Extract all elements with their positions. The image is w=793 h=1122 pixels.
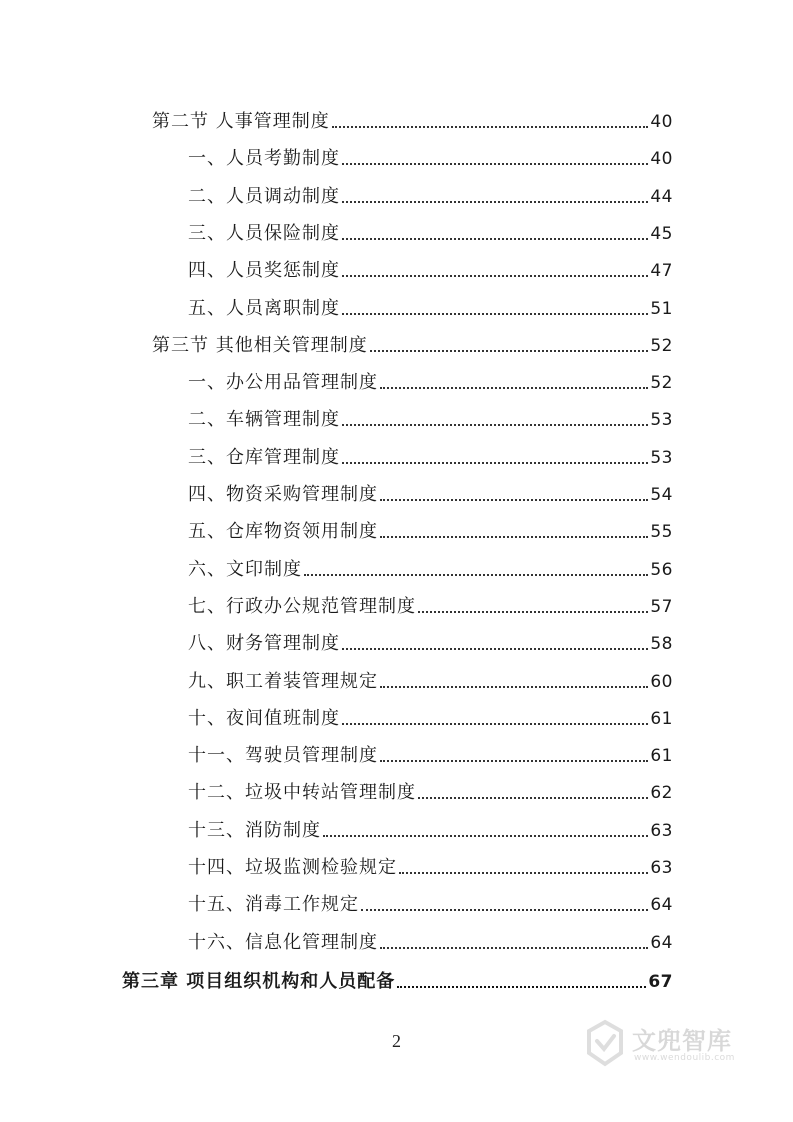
toc-dot-leader [370,350,649,352]
toc-dot-leader [342,163,648,165]
toc-entry-page: 54 [650,485,673,505]
toc-dot-leader [332,126,649,128]
toc-entry-page: 57 [650,596,673,617]
toc-entry-label: 六、文印制度 [188,558,302,580]
toc-entry-item[interactable] [188,776,673,804]
toc-entry-label: 八、财务管理制度 [188,633,340,655]
toc-dot-leader [304,574,648,576]
toc-entry-label: 七、行政办公规范管理制度 [188,595,416,617]
toc-entry-page: 63 [650,858,673,878]
toc-entry-page: 61 [650,708,673,729]
toc-entry-label: 十三、消防制度 [188,819,321,841]
toc-dot-leader [342,201,648,203]
watermark-brand: 文兜智库 [632,1027,732,1055]
toc-entry-label: 二、人员调动制度 [188,185,340,207]
toc-entry-page: 47 [650,261,673,282]
toc-entry-page: 55 [650,522,673,543]
toc-entry-item[interactable] [188,292,673,320]
wendou-logo-icon [584,1019,626,1067]
toc-entry-label: 十六、信息化管理制度 [188,931,378,953]
toc-dot-leader [380,536,648,538]
toc-entry-label: 二、车辆管理制度 [188,409,340,431]
toc-entry-label: 第二节 人事管理制度 [152,111,330,132]
toc-entry-page: 52 [650,335,673,356]
toc-entry-page: 53 [650,410,673,431]
toc-entry-label: 十四、垃圾监测检验规定 [188,857,397,878]
toc-dot-leader [342,462,648,464]
toc-dot-leader [380,499,648,501]
toc-entry-item[interactable] [188,702,673,730]
watermark [584,1017,754,1077]
toc-entry-item[interactable] [188,627,673,655]
toc-entry-item[interactable] [188,553,673,581]
toc-entry-label: 十一、驾驶员管理制度 [188,745,378,767]
toc-entry-label: 四、物资采购管理制度 [188,484,378,505]
toc-entry-label: 十、夜间值班制度 [188,707,340,729]
toc-entry-item[interactable] [188,180,673,208]
toc-entry-page: 44 [650,186,673,207]
toc-entry-section[interactable] [152,105,673,133]
toc-dot-leader [342,313,648,315]
toc-dot-leader [342,723,648,725]
toc-entry-page: 60 [650,671,673,692]
toc-entry-item[interactable] [188,366,673,394]
toc-entry-label: 十五、消毒工作规定 [188,894,359,916]
toc-dot-leader [418,611,648,613]
watermark-url: www.wendoulib.com [634,1053,735,1063]
toc-entry-page: 67 [648,971,673,992]
toc-entry-label: 一、人员考勤制度 [188,148,340,170]
toc-entry-label: 九、职工着装管理规定 [188,670,378,692]
toc-dot-leader [342,275,648,277]
toc-entry-page: 64 [650,895,673,916]
toc-entry-item[interactable] [188,478,673,506]
toc-entry-item[interactable] [188,515,673,543]
toc-dot-leader [361,909,648,911]
toc-entry-label: 三、人员保险制度 [188,222,340,244]
toc-entry-page: 61 [650,746,673,767]
toc-dot-leader [380,686,648,688]
toc-dot-leader [380,760,648,762]
page-number: 2 [392,1031,401,1051]
toc-dot-leader [380,947,648,949]
toc-entry-item[interactable] [188,403,673,431]
toc-entry-label: 一、办公用品管理制度 [188,372,378,394]
toc-entry-label: 五、人员离职制度 [188,297,340,319]
toc-dot-leader [418,797,648,799]
toc-entry-page: 58 [650,634,673,655]
toc-dot-leader [397,986,646,988]
toc-entry-item[interactable] [188,590,673,618]
toc-dot-leader [342,648,648,650]
toc-entry-page: 40 [650,112,673,132]
toc-entry-item[interactable] [188,851,673,879]
toc-dot-leader [342,424,648,426]
toc-entry-page: 63 [650,820,673,841]
toc-entry-label: 五、仓库物资领用制度 [188,521,378,543]
toc-entry-item[interactable] [188,217,673,245]
toc-dot-leader [380,387,648,389]
toc-entry-label: 三、仓库管理制度 [188,446,340,468]
toc-entry-page: 52 [650,373,673,394]
toc-entry-page: 45 [650,223,673,244]
toc-entry-label: 十二、垃圾中转站管理制度 [188,782,416,804]
toc-entry-item[interactable] [188,926,673,954]
toc-entry-chapter[interactable] [122,965,673,993]
toc-entry-page: 56 [650,559,673,580]
toc-entry-page: 40 [650,149,673,170]
toc-entry-item[interactable] [188,888,673,916]
toc-entry-page: 53 [650,447,673,468]
toc-entry-label: 四、人员奖惩制度 [188,260,340,282]
toc-entry-item[interactable] [188,441,673,469]
toc-entry-label: 第三章 项目组织机构和人员配备 [122,970,396,992]
toc-entry-item[interactable] [188,814,673,842]
toc-entry-label: 第三节 其他相关管理制度 [152,334,368,356]
toc-entry-page: 51 [650,298,673,319]
toc-dot-leader [323,835,648,837]
toc-entry-item[interactable] [188,665,673,693]
toc-entry-item[interactable] [188,739,673,767]
toc-entry-item[interactable] [188,254,673,282]
toc-dot-leader [399,872,648,874]
toc-entry-page: 62 [650,783,673,804]
toc-dot-leader [342,238,648,240]
toc-entry-item[interactable] [188,142,673,170]
toc-entry-page: 64 [650,932,673,953]
toc-entry-section[interactable] [152,329,673,357]
